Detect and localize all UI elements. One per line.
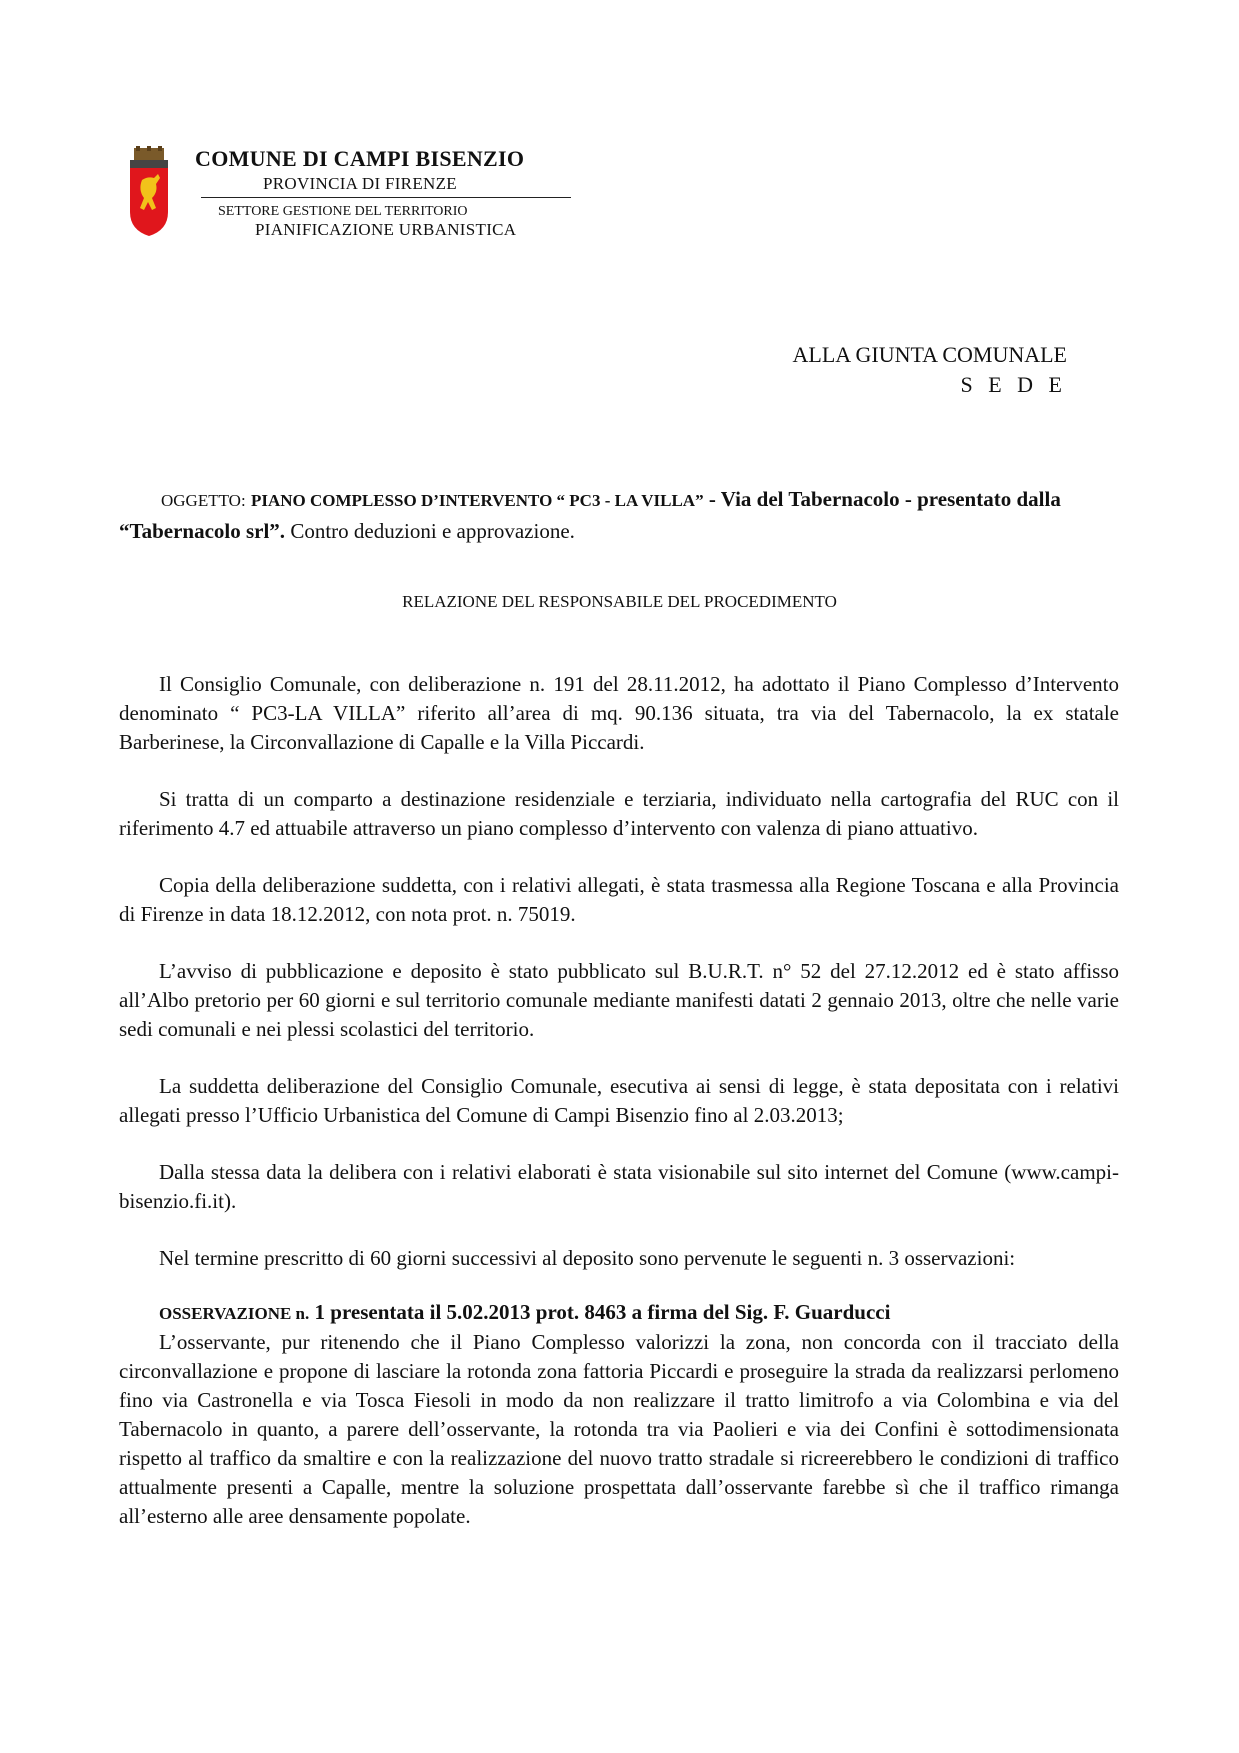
report-title: RELAZIONE DEL RESPONSABILE DEL PROCEDIMENTO [402, 592, 837, 611]
observation-text: L’osservante, pur ritenendo che il Piano Complesso valorizzi la zona, non concorda con il tracciato della circonvallazione e propone di lasciare la rotonda zona fattoria Piccardi e proseguire la strada da realizzarsi perlomeno fino via Castronella e via Tosca Fiesoli in modo da non realizzare il tratto limitrofo a via Colombina e via del Tabernacolo in quanto, a parere dell’osservante, la rotonda tra via Paolieri e via dei Confini è sottodimensionata rispetto al traffico da smaltire e con la realizzazione del nuovo tratto stradale si ricreerebbero le condizioni di traffico attualmente presenti a Capalle, mentre la soluzione prospettata dall’osservante farebbe sì che il traffico rimanga all’esterno alle aree densamente popolate. [119, 1330, 1119, 1528]
subject-plan: PIANO COMPLESSO D’INTERVENTO “ PC3 - LA VILLA” [250, 491, 704, 510]
subject-presenter: presentato dalla “Tabernacolo srl”. [119, 487, 1061, 543]
paragraph: L’avviso di pubblicazione e deposito è stato pubblicato sul B.U.R.T. n° 52 del 27.12.2012 ed è stato affisso all’Albo pretorio per 60 giorni e sul territorio comunale mediante manifesti datati 2 gennaio 2013, oltre che nelle varie sedi comunali e nei plessi scolastici del territorio. [119, 959, 1119, 1041]
observation-label: OSSERVAZIONE n. [159, 1304, 310, 1323]
subject-label: OGGETTO: [161, 491, 246, 510]
letterhead-divider [201, 197, 571, 198]
observation-heading [119, 1298, 1119, 1328]
coat-of-arms-icon [128, 146, 170, 238]
addressee-seat: S E D E [960, 372, 1067, 397]
office-name: PIANIFICAZIONE URBANISTICA [255, 220, 517, 239]
paragraph: Il Consiglio Comunale, con deliberazione n. 191 del 28.11.2012, ha adottato il Piano Complesso d’Intervento denominato “ PC3-LA VILLA” riferito all’area di mq. 90.136 situata, tra via del Tabernacolo, la ex statale Barberinese, la Circonvallazione di Capalle e la Villa Piccardi. [119, 672, 1119, 754]
province-name: PROVINCIA DI FIRENZE [263, 174, 457, 193]
paragraph: Si tratta di un comparto a destinazione residenziale e terziaria, individuato nella cartografia del RUC con il riferimento 4.7 ed attuabile attraverso un piano complesso d’intervento con valenza di piano attuativo. [119, 787, 1119, 840]
addressee-line: ALLA GIUNTA COMUNALE [792, 342, 1067, 367]
letterhead [195, 146, 575, 240]
addressee [793, 340, 1067, 400]
paragraph: Copia della deliberazione suddetta, con i relativi allegati, è stata trasmessa alla Regione Toscana e alla Provincia di Firenze in data 18.12.2012, con nota prot. n. 75019. [119, 873, 1119, 926]
sector-name: SETTORE GESTIONE DEL TERRITORIO [218, 204, 468, 219]
observation-details: 1 presentata il 5.02.2013 prot. 8463 a firma del Sig. F. Guarducci [309, 1300, 891, 1324]
subject-rest: Contro deduzioni e approvazione. [285, 519, 575, 543]
paragraph: Dalla stessa data la delibera con i relativi elaborati è stata visionabile sul sito internet del Comune (www.campi-bisenzio.fi.it). [119, 1160, 1119, 1213]
document-body [119, 670, 1119, 1559]
paragraph: Nel termine prescritto di 60 giorni successivi al deposito sono pervenute le seguenti n. 3 osservazioni: [159, 1246, 1016, 1270]
subject [119, 484, 1119, 546]
paragraph: La suddetta deliberazione del Consiglio Comunale, esecutiva ai sensi di legge, è stata depositata con i relativi allegati presso l’Ufficio Urbanistica del Comune di Campi Bisenzio fino al 2.03.2013; [119, 1074, 1119, 1127]
municipality-name: COMUNE DI CAMPI BISENZIO [195, 146, 525, 171]
subject-street: - Via del Tabernacolo - [703, 487, 912, 511]
